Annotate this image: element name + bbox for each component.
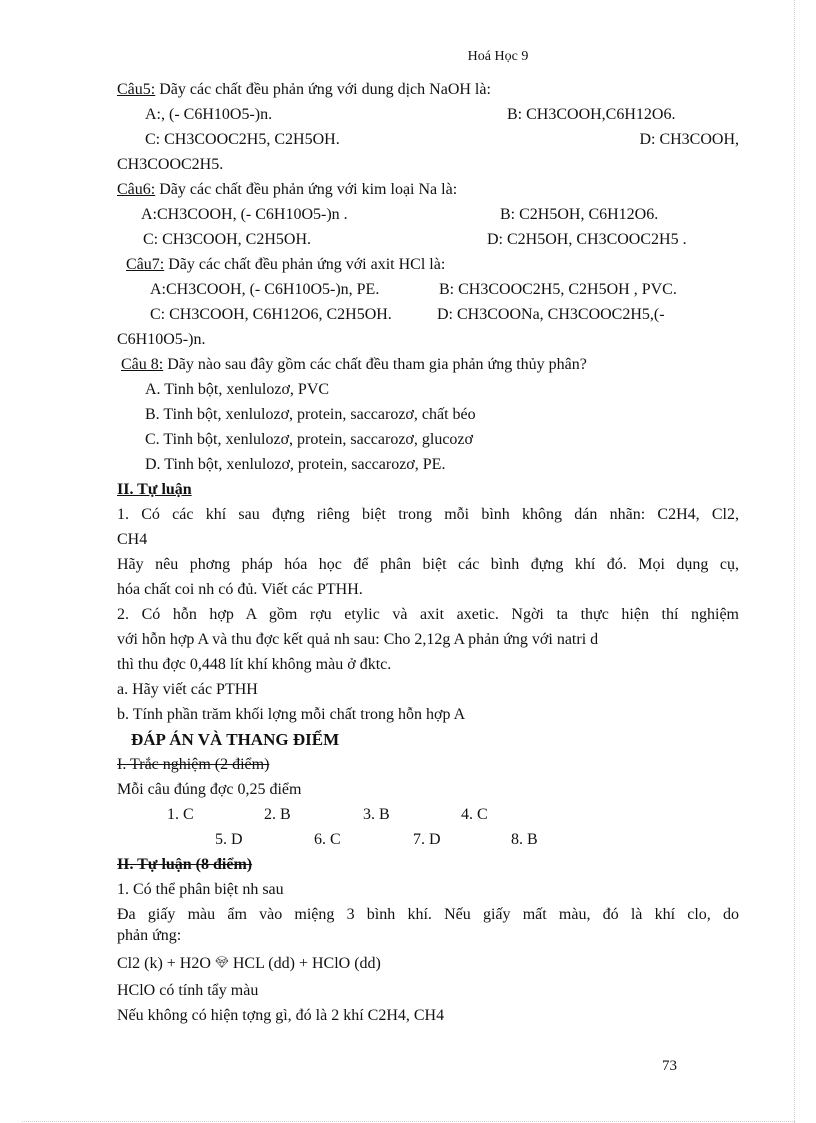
- q8-option-d: D. Tinh bột, xenlulozơ, protein, saccarozơ, PE.: [145, 456, 446, 473]
- essay-heading: II. Tự luận: [117, 481, 192, 498]
- essay-p2-a: a. Hãy viết các PTHH: [117, 681, 258, 698]
- essay-p1-line4: hóa chất coi nh có đủ. Viết các PTHH.: [117, 581, 363, 598]
- equation-right: HCL (dd) + HClO (dd): [232, 955, 381, 972]
- question-5: [117, 77, 739, 102]
- answer-essay-3: HClO có tính tẩy màu: [117, 982, 259, 999]
- q5-option-c: C: CH3COOC2H5, C2H5OH.: [145, 131, 340, 148]
- answers-section-1: I. Trắc nghiệm (2 điểm): [117, 756, 270, 773]
- q6-option-a: A:CH3COOH, (- C6H10O5-)n .: [141, 206, 348, 223]
- question-7-text: Dãy các chất đều phản ứng với axit HCl là:: [164, 256, 446, 273]
- answers-title: ĐÁP ÁN VÀ THANG ĐIỂM: [131, 730, 340, 749]
- document-body: [117, 47, 739, 1028]
- answer-equation: [117, 949, 739, 978]
- q5-option-a: A:, (- C6H10O5-)n.: [145, 106, 273, 123]
- q7-option-b: B: CH3COOC2H5, C2H5OH , PVC.: [439, 281, 677, 298]
- essay-p2-line3: thì thu đợc 0,448 lít khí không màu ở đktc.: [117, 656, 392, 673]
- answer-3: 3. B: [363, 806, 390, 823]
- answer-7: 7. D: [413, 831, 441, 848]
- essay-p2-line1: 2. Có hỗn hợp A gồm rợu etylic và axit axetic. Ngời ta thực hiện thí nghiệm: [117, 606, 739, 623]
- question-6-text: Dãy các chất đều phản ứng với kim loại Na là:: [155, 181, 458, 198]
- q6-option-c: C: CH3COOH, C2H5OH.: [143, 231, 312, 248]
- question-8: [117, 352, 739, 377]
- q5-option-d-continued: CH3COOC2H5.: [117, 156, 224, 173]
- answers-section-2: II. Tự luận (8 điểm): [117, 856, 253, 873]
- question-7-options-ab: [117, 277, 739, 302]
- question-6-options-ab: [117, 202, 739, 227]
- page-border-right: [794, 0, 795, 1123]
- q5-option-d: D: CH3COOH,: [639, 131, 739, 148]
- question-7: [117, 252, 739, 277]
- answer-essay-2-line1: Đa giấy màu ẩm vào miệng 3 bình khí. Nếu giấy mất màu, đó là khí clo, do: [117, 906, 739, 923]
- essay-p1-line1: 1. Có các khí sau đựng riêng biệt trong mỗi bình không dán nhãn: C2H4, Cl2,: [117, 506, 739, 523]
- question-8-text: Dãy nào sau đây gồm các chất đều tham gia phản ứng thủy phân?: [163, 356, 587, 373]
- q5-option-b: B: CH3COOH,C6H12O6.: [507, 106, 676, 123]
- q8-option-b: B. Tinh bột, xenlulozơ, protein, saccarozơ, chất béo: [145, 406, 476, 423]
- q6-option-d: D: C2H5OH, CH3COOC2H5 .: [487, 231, 687, 248]
- q7-option-d-continued: C6H10O5-)n.: [117, 331, 206, 348]
- answers-each-point: Mỗi câu đúng đợc 0,25 điểm: [117, 781, 302, 798]
- question-6-label: Câu6:: [117, 181, 156, 198]
- page-border-bottom: [22, 1121, 795, 1122]
- answer-5: 5. D: [215, 831, 243, 848]
- question-5-options-ab: [117, 102, 739, 127]
- question-6-options-cd: [117, 227, 739, 252]
- question-8-label: Câu 8:: [121, 356, 164, 373]
- page-number: 73: [662, 1058, 677, 1074]
- q6-option-b: B: C2H5OH, C6H12O6.: [500, 206, 659, 223]
- q7-option-a: A:CH3COOH, (- C6H10O5-)n, PE.: [150, 281, 380, 298]
- question-7-label: Câu7:: [126, 256, 165, 273]
- answer-1: 1. C: [167, 806, 194, 823]
- question-5-options-cd: [117, 127, 739, 152]
- answer-2: 2. B: [264, 806, 291, 823]
- essay-p2-b: b. Tính phần trăm khối lợng mỗi chất trong hỗn hợp A: [117, 706, 466, 723]
- q7-option-d: D: CH3COONa, CH3COOC2H5,(-: [437, 306, 665, 323]
- answers-row-2: [117, 827, 739, 852]
- q7-option-c: C: CH3COOH, C6H12O6, C2H5OH.: [150, 306, 392, 323]
- question-5-text: Dãy các chất đều phản ứng với dung dịch NaOH là:: [155, 81, 491, 98]
- equation-left: Cl2 (k) + H2O: [117, 955, 211, 972]
- essay-p2-line2: với hỗn hợp A và thu đợc kết quả nh sau: Cho 2,12g A phản ứng với natri d: [117, 631, 599, 648]
- essay-p1-line2: CH4: [117, 531, 148, 548]
- question-6: [117, 177, 739, 202]
- answers-row-1: [117, 802, 739, 827]
- q8-option-a: A. Tinh bột, xenlulozơ, PVC: [145, 381, 330, 398]
- page-header: Hoá Học 9: [467, 49, 529, 64]
- gem-arrow-icon: 💎︎: [214, 957, 229, 969]
- q8-option-c: C. Tinh bột, xenlulozơ, protein, saccarozơ, glucozơ: [145, 431, 473, 448]
- answer-6: 6. C: [314, 831, 341, 848]
- answer-4: 4. C: [461, 806, 488, 823]
- answer-essay-1: 1. Có thể phân biệt nh sau: [117, 881, 284, 898]
- essay-p1-line3: Hãy nêu phơng pháp hóa học để phân biệt các bình đựng khí đó. Mọi dụng cụ,: [117, 556, 739, 573]
- question-5-label: Câu5:: [117, 81, 156, 98]
- answer-8: 8. B: [511, 831, 538, 848]
- answer-essay-2-line2: phản ứng:: [117, 927, 182, 944]
- answer-essay-4: Nếu không có hiện tợng gì, đó là 2 khí C2H4, CH4: [117, 1007, 445, 1024]
- question-7-options-cd: [117, 302, 739, 327]
